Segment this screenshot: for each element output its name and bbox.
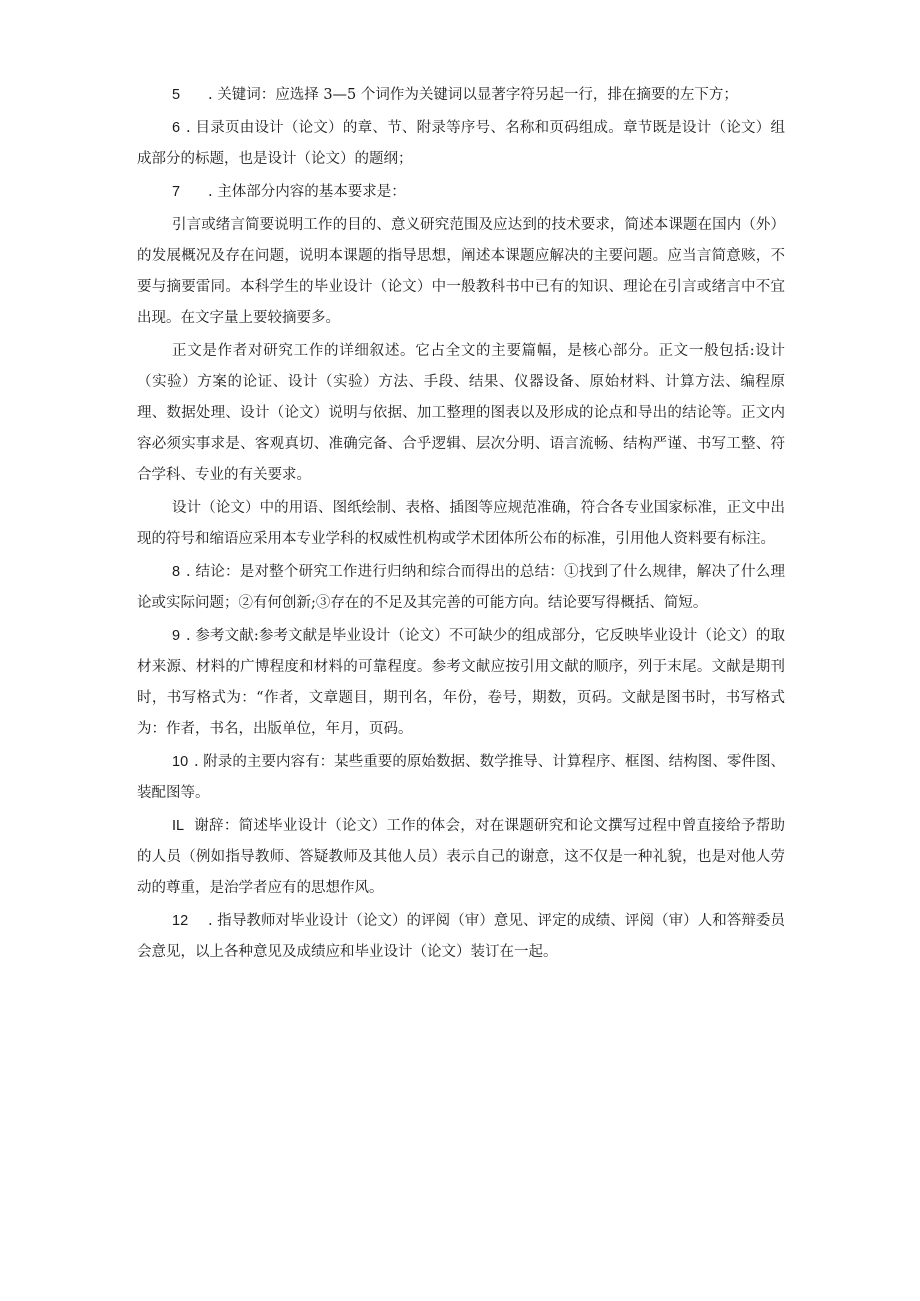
item-text: . 附录的主要内容有：某些重要的原始数据、数学推导、计算程序、框图、结构图、零件图、装配图等。 bbox=[137, 754, 785, 801]
item-number: 12 bbox=[172, 913, 189, 929]
item-text: . 指导教师对毕业设计（论文）的评阅（审）意见、评定的成绩、评阅（审）人和答辩委员会意见，以上各种意见及成绩应和毕业设计（论文）装订在一起。 bbox=[137, 913, 785, 960]
item-number: 10 bbox=[172, 754, 189, 770]
item-text: . 目录页由设计（论文）的章、节、附录等序号、名称和页码组成。章节既是设计（论文）组成部分的标题，也是设计（论文）的题纲； bbox=[137, 120, 785, 167]
item-text: . 主体部分内容的基本要求是： bbox=[208, 184, 406, 200]
paragraph-terminology: 设计（论文）中的用语、图纸绘制、表格、插图等应规范准确，符合各专业国家标准，正文中出现的符号和缩语应采用本专业学科的权威性机构或学术团体所公布的标准，引用他人资料要有标注。 bbox=[137, 500, 785, 547]
item-main-body bbox=[137, 177, 785, 208]
item-number: 9 bbox=[172, 628, 181, 644]
item-conclusion bbox=[137, 557, 785, 619]
item-number: IL bbox=[172, 818, 185, 834]
item-number: 6 bbox=[172, 120, 181, 136]
item-advisor-review bbox=[137, 906, 785, 968]
item-number: 8 bbox=[172, 564, 181, 580]
item-text: . 关键词：应选择 3—5 个词作为关键词以显著字符另起一行，排在摘要的左下方； bbox=[208, 87, 738, 103]
item-text: . 结论：是对整个研究工作进行归纳和综合而得出的总结：①找到了什么规律，解决了什么理论或实际问题；②有何创新;③存在的不足及其完善的可能方向。结论要写得概括、简短。 bbox=[137, 564, 785, 611]
paragraph-main-text: 正文是作者对研究工作的详细叙述。它占全文的主要篇幅，是核心部分。正文一般包括:设计（实验）方案的论证、设计（实验）方法、手段、结果、仪器设备、原始材料、计算方法、编程原理、数据处理、设计（论文）说明与依据、加工整理的图表以及形成的论点和导出的结论等。正文内容必须实事求是、客观真切、准确完备、合乎逻辑、层次分明、语言流畅、结构严谨、书写工整、符合学科、专业的有关要求。 bbox=[137, 343, 785, 483]
item-text: . 参考文献:参考文献是毕业设计（论文）不可缺少的组成部分，它反映毕业设计（论文）的取材来源、材料的广博程度和材料的可靠程度。参考文献应按引用文献的顺序，列于末尾。文献是期刊时，书写格式为：“作者，文章题目，期刊名，年份，卷号，期数，页码。文献是图书时，书写格式为：作者，书名，出版单位，年月，页码。 bbox=[137, 628, 785, 737]
item-number: 7 bbox=[172, 184, 181, 200]
item-table-of-contents bbox=[137, 113, 785, 175]
item-keywords bbox=[137, 80, 785, 111]
item-references bbox=[137, 621, 785, 745]
item-appendix bbox=[137, 747, 785, 809]
paragraph-introduction: 引言或绪言简要说明工作的目的、意义研究范围及应达到的技术要求，简述本课题在国内（外）的发展概况及存在问题，说明本课题的指导思想，阐述本课题应解决的主要问题。应当言简意赅，不要与摘要雷同。本科学生的毕业设计（论文）中一般教科书中已有的知识、理论在引言或绪言中不宜出现。在文字量上要较摘要多。 bbox=[137, 217, 785, 326]
item-text: 谢辞：简述毕业设计（论文）工作的体会，对在课题研究和论文撰写过程中曾直接给予帮助的人员（例如指导教师、答疑教师及其他人员）表示自己的谢意，这不仅是一种礼貌，也是对他人劳动的尊重，是治学者应有的思想作风。 bbox=[137, 818, 785, 896]
item-acknowledgements bbox=[137, 811, 785, 904]
document-page bbox=[137, 80, 785, 970]
item-number: 5 bbox=[172, 87, 181, 103]
